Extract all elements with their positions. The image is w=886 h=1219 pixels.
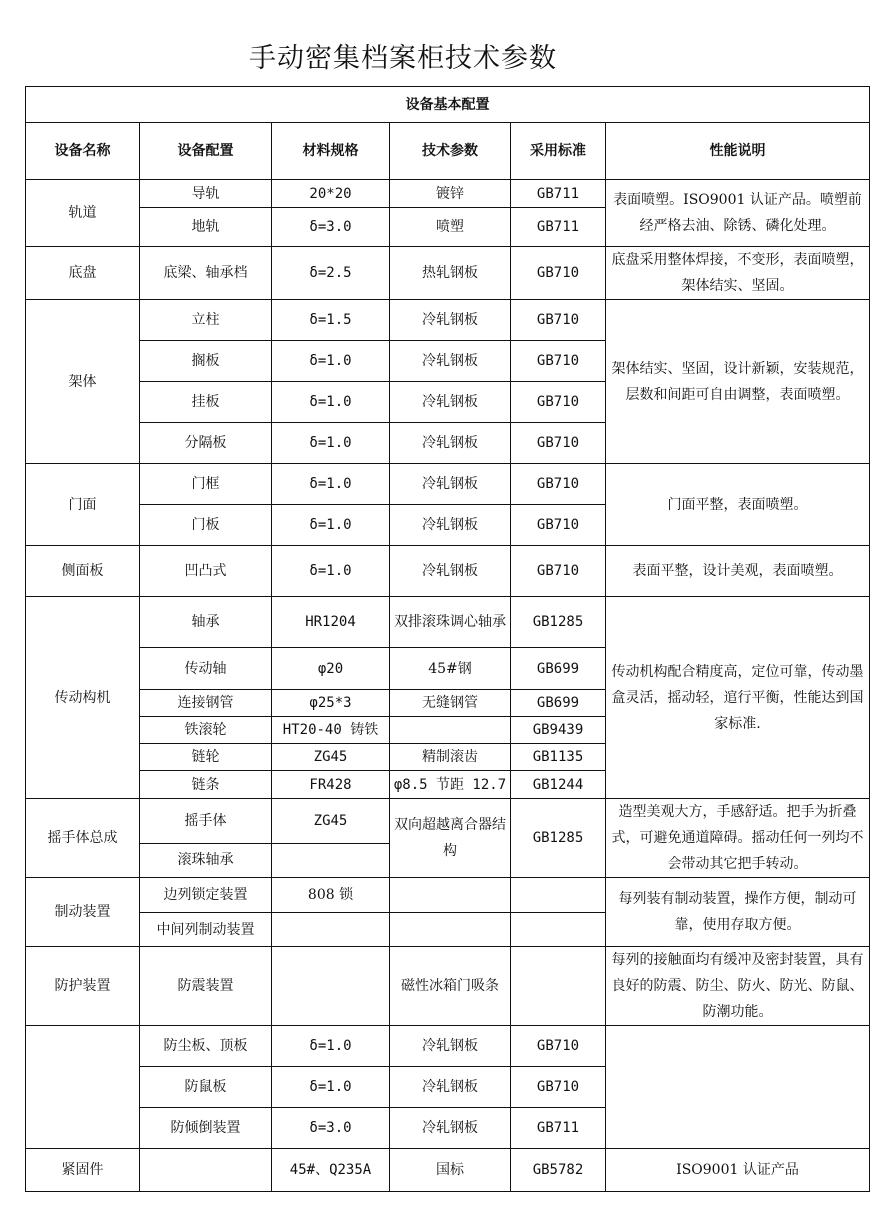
table-row — [26, 947, 870, 1026]
column-header: 技术参数 — [390, 123, 511, 180]
spec-cell: δ=1.0 — [272, 464, 390, 505]
config-cell: 滚珠轴承 — [140, 843, 272, 877]
standard-cell: GB9439 — [511, 717, 606, 744]
spec-cell: δ=1.0 — [272, 382, 390, 423]
tech-cell: 无缝钢管 — [390, 690, 511, 717]
standard-cell: GB710 — [511, 505, 606, 546]
tech-cell: 冷轧钢板 — [390, 341, 511, 382]
tech-cell: 磁性冰箱门吸条 — [390, 947, 511, 1026]
category-cell: 底盘 — [26, 247, 140, 300]
description-cell: 架体结实、坚固，设计新颖，安装规范，层数和间距可自由调整，表面喷塑。 — [606, 300, 870, 464]
description-cell: 门面平整，表面喷塑。 — [606, 464, 870, 546]
tech-cell: 双向超越离合器结构 — [390, 799, 511, 878]
standard-cell: GB711 — [511, 208, 606, 247]
table-row — [26, 464, 870, 505]
spec-cell: δ=1.0 — [272, 546, 390, 597]
description-cell: 表面喷塑。ISO9001 认证产品。喷塑前经严格去油、除锈、磷化处理。 — [606, 180, 870, 247]
standard-cell: GB699 — [511, 690, 606, 717]
standard-cell: GB710 — [511, 300, 606, 341]
description-cell: 传动机构配合精度高，定位可靠，传动墨盒灵活，摇动轻，逭行平衡，性能达到国家标准. — [606, 597, 870, 799]
standard-cell — [511, 947, 606, 1026]
standard-cell: GB711 — [511, 1108, 606, 1149]
tech-cell: 冷轧钢板 — [390, 546, 511, 597]
config-cell: 门板 — [140, 505, 272, 546]
category-cell: 防护装置 — [26, 947, 140, 1026]
spec-cell — [272, 913, 390, 947]
config-cell: 分隔板 — [140, 423, 272, 464]
tech-cell — [390, 717, 511, 744]
standard-cell: GB1244 — [511, 771, 606, 799]
config-cell: 立柱 — [140, 300, 272, 341]
table-row — [26, 1149, 870, 1192]
category-cell: 架体 — [26, 300, 140, 464]
standard-cell: GB710 — [511, 1067, 606, 1108]
spec-cell: δ=1.0 — [272, 1067, 390, 1108]
config-cell: 链轮 — [140, 744, 272, 771]
standard-cell — [511, 878, 606, 913]
tech-cell: 冷轧钢板 — [390, 1108, 511, 1149]
description-cell: 底盘采用整体焊接，不变形，表面喷塑，架体结实、坚固。 — [606, 247, 870, 300]
table-row — [26, 878, 870, 913]
config-cell: 边列锁定装置 — [140, 878, 272, 913]
spec-cell: δ=3.0 — [272, 208, 390, 247]
config-cell: 底梁、轴承档 — [140, 247, 272, 300]
category-cell — [26, 1026, 140, 1149]
column-header: 性能说明 — [606, 123, 870, 180]
column-header: 设备配置 — [140, 123, 272, 180]
config-cell: 地轨 — [140, 208, 272, 247]
column-header: 采用标准 — [511, 123, 606, 180]
tech-cell: 45#钢 — [390, 648, 511, 690]
table-row — [26, 597, 870, 648]
description-cell — [606, 1026, 870, 1149]
config-cell: 链条 — [140, 771, 272, 799]
table-row — [26, 180, 870, 208]
standard-cell: GB711 — [511, 180, 606, 208]
config-cell: 挂板 — [140, 382, 272, 423]
table-row — [26, 799, 870, 844]
spec-cell: δ=1.0 — [272, 341, 390, 382]
spec-cell: 20*20 — [272, 180, 390, 208]
category-cell: 轨道 — [26, 180, 140, 247]
config-cell: 铁滚轮 — [140, 717, 272, 744]
tech-cell: 喷塑 — [390, 208, 511, 247]
tech-cell: 镀锌 — [390, 180, 511, 208]
standard-cell — [511, 913, 606, 947]
config-cell: 防震装置 — [140, 947, 272, 1026]
column-header-row — [26, 123, 870, 180]
spec-cell: ZG45 — [272, 799, 390, 844]
tech-cell — [390, 878, 511, 913]
standard-cell: GB710 — [511, 546, 606, 597]
document-title: 手动密集档案柜技术参数 — [249, 43, 557, 74]
config-cell: 防倾倒装置 — [140, 1108, 272, 1149]
spec-cell: HR1204 — [272, 597, 390, 648]
standard-cell: GB1285 — [511, 597, 606, 648]
config-cell: 门框 — [140, 464, 272, 505]
description-cell: 每列装有制动装置，操作方便，制动可靠，使用存取方便。 — [606, 878, 870, 947]
section-header-row — [26, 87, 870, 123]
standard-cell: GB710 — [511, 464, 606, 505]
standard-cell: GB710 — [511, 423, 606, 464]
spec-cell: δ=1.0 — [272, 423, 390, 464]
spec-cell: δ=1.5 — [272, 300, 390, 341]
tech-cell: 冷轧钢板 — [390, 1067, 511, 1108]
standard-cell: GB699 — [511, 648, 606, 690]
config-cell: 搁板 — [140, 341, 272, 382]
column-header: 设备名称 — [26, 123, 140, 180]
column-header: 材料规格 — [272, 123, 390, 180]
table-row — [26, 1026, 870, 1067]
tech-cell — [390, 913, 511, 947]
category-cell: 紧固件 — [26, 1149, 140, 1192]
category-cell: 门面 — [26, 464, 140, 546]
description-cell: 造型美观大方，手感舒适。把手为折叠式，可避免通道障碍。摇动任何一列均不会带动其它把手转动。 — [606, 799, 870, 878]
config-cell: 摇手体 — [140, 799, 272, 844]
config-cell: 轴承 — [140, 597, 272, 648]
section-header: 设备基本配置 — [26, 87, 870, 123]
config-cell: 防尘板、顶板 — [140, 1026, 272, 1067]
category-cell: 侧面板 — [26, 546, 140, 597]
spec-table — [25, 86, 870, 1192]
description-cell: 表面平整，设计美观，表面喷塑。 — [606, 546, 870, 597]
tech-cell: 冷轧钢板 — [390, 505, 511, 546]
spec-cell: ZG45 — [272, 744, 390, 771]
tech-cell: 双排滚珠调心轴承 — [390, 597, 511, 648]
config-cell: 凹凸式 — [140, 546, 272, 597]
config-cell: 导轨 — [140, 180, 272, 208]
spec-cell: 808 锁 — [272, 878, 390, 913]
standard-cell: GB710 — [511, 382, 606, 423]
standard-cell: GB5782 — [511, 1149, 606, 1192]
tech-cell: 冷轧钢板 — [390, 1026, 511, 1067]
standard-cell: GB710 — [511, 247, 606, 300]
standard-cell: GB1135 — [511, 744, 606, 771]
standard-cell: GB710 — [511, 341, 606, 382]
config-cell — [140, 1149, 272, 1192]
spec-cell: δ=2.5 — [272, 247, 390, 300]
category-cell: 传动构机 — [26, 597, 140, 799]
spec-cell — [272, 947, 390, 1026]
spec-cell: δ=1.0 — [272, 505, 390, 546]
spec-cell: φ25*3 — [272, 690, 390, 717]
standard-cell: GB710 — [511, 1026, 606, 1067]
tech-cell: 冷轧钢板 — [390, 300, 511, 341]
table-row — [26, 247, 870, 300]
table-row — [26, 546, 870, 597]
config-cell: 传动轴 — [140, 648, 272, 690]
tech-cell: 冷轧钢板 — [390, 423, 511, 464]
config-cell: 防鼠板 — [140, 1067, 272, 1108]
tech-cell: 冷轧钢板 — [390, 382, 511, 423]
tech-cell: 热轧钢板 — [390, 247, 511, 300]
tech-cell: 国标 — [390, 1149, 511, 1192]
category-cell: 摇手体总成 — [26, 799, 140, 878]
spec-cell: δ=1.0 — [272, 1026, 390, 1067]
standard-cell: GB1285 — [511, 799, 606, 878]
spec-cell: 45#、Q235A — [272, 1149, 390, 1192]
category-cell: 制动装置 — [26, 878, 140, 947]
tech-cell: 冷轧钢板 — [390, 464, 511, 505]
tech-cell: 精制滚齿 — [390, 744, 511, 771]
spec-cell: FR428 — [272, 771, 390, 799]
spec-cell: δ=3.0 — [272, 1108, 390, 1149]
table-row — [26, 300, 870, 341]
spec-cell: φ20 — [272, 648, 390, 690]
description-cell: 每列的接触面均有缓冲及密封装置，具有良好的防震、防尘、防火、防光、防鼠、防潮功能。 — [606, 947, 870, 1026]
spec-cell: HT20-40 铸铁 — [272, 717, 390, 744]
tech-cell: φ8.5 节距 12.7 — [390, 771, 511, 799]
spec-cell — [272, 843, 390, 877]
config-cell: 连接钢管 — [140, 690, 272, 717]
config-cell: 中间列制动装置 — [140, 913, 272, 947]
description-cell: ISO9001 认证产品 — [606, 1149, 870, 1192]
